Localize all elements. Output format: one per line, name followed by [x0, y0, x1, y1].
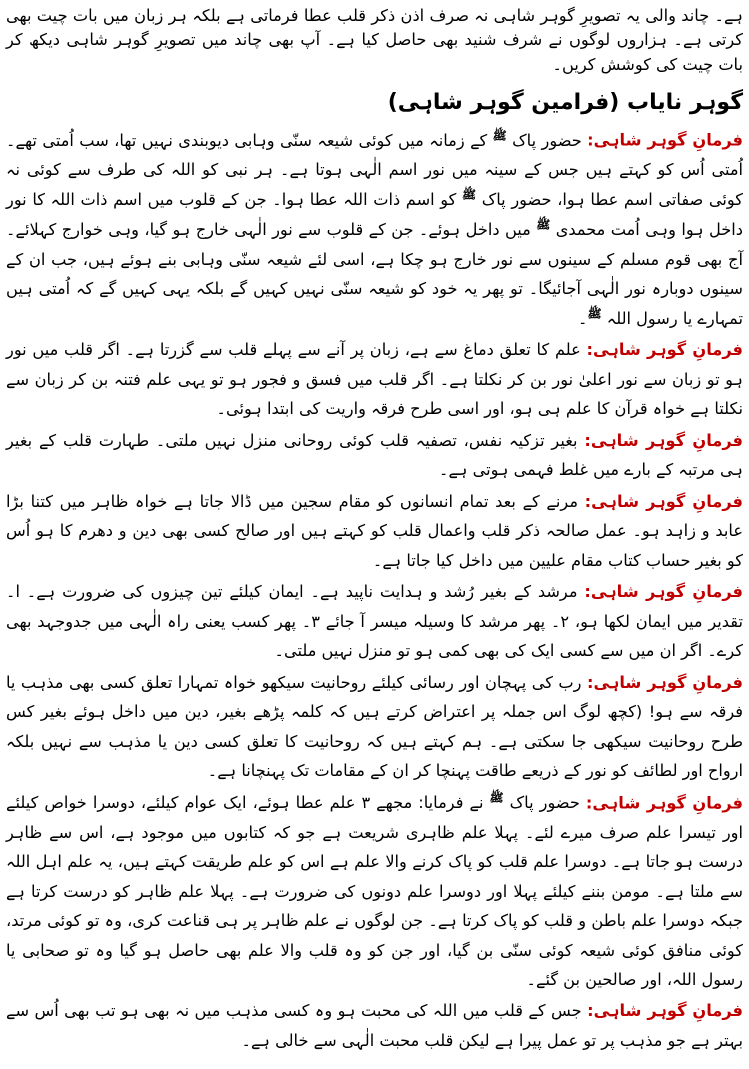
farman-paragraph-1 [6, 125, 743, 333]
salutation-glyph: ﷺ [587, 306, 602, 321]
salutation-glyph: ﷺ [462, 187, 477, 202]
farman-text: علم کا تعلق دماغ سے ہے، زبان پر آنے سے پہلے قلب سے گزرتا ہے۔ اگر قلب میں نور ہو تو زبان سے نور اعلیٰ نور بن کر نکلتا ہے۔ اگر قلب میں فسق و فجور ہو تو یہی علم فتنہ بن کر زبان سے نکلتا ہے خواہ قرآن کا علم ہی ہو، اور اسی طرح فرقہ واریت کی ابتدا ہوئی۔ [6, 340, 743, 419]
farman-paragraph-2 [6, 335, 743, 423]
farman-text: مرنے کے بعد تمام انسانوں کو مقام سجین میں ڈالا جاتا ہے خواہ ظاہر میں کتنا بڑا عابد و زاہد ہو۔ عمل صالحہ ذکر قلب واعمال قلب کو کہتے ہیں اور صالح کسی بھی دین و دھرم کا ہو اُس کو بغیر حساب کتاب مقام علیین میں داخل کیا جاتا ہے۔ [6, 491, 743, 570]
farman-label: فرمانِ گوہر شاہی: [586, 340, 743, 360]
section-heading: گوہر نایاب (فرامین گوہر شاہی) [387, 89, 743, 115]
farman-label: فرمانِ گوہر شاہی: [584, 430, 743, 450]
farman-text: مرشد کے بغیر رُشد و ہدایت ناپید ہے۔ ایمان کیلئے تین چیزوں کی ضرورت ہے۔ ا۔ تقدیر میں ایمان لکھا ہو، ۲۔ پھر مرشد کا وسیلہ میسر آ جائے ۳۔ پھر کسب یعنی راہ الٰہی میں جدوجہد بھی کرے۔ اگر ان میں سے کسی ایک کی بھی کمی ہو تو منزل نہیں ملتی۔ [6, 582, 743, 661]
farman-paragraph-5 [6, 577, 743, 665]
salutation-glyph: ﷺ [489, 790, 504, 805]
farman-label: فرمانِ گوہر شاہی: [586, 672, 743, 692]
farman-label: فرمانِ گوہر شاہی: [585, 793, 743, 813]
farman-paragraph-4 [6, 487, 743, 575]
farman-text: بغیر تزکیہ نفس، تصفیہ قلب کوئی روحانی منزل نہیں ملتی۔ طہارت قلب کے بغیر ہی مرتبہ کے بارے میں غلط فہمی ہوتی ہے۔ [6, 430, 743, 480]
salutation-glyph: ﷺ [492, 128, 507, 143]
farman-label: فرمانِ گوہر شاہی: [587, 1001, 744, 1021]
farman-text: حضور پاک $^ﷺ$ نے فرمایا: مجھے ۳ علم عطا ہوئے، ایک عوام کیلئے، دوسرا خواص کیلئے اور تیسرا علم صرف میرے لئے۔ پہلا علم ظاہری شریعت ہے جو کہ کتابوں میں موجود ہے، اس سے ظاہر درست ہو جاتا ہے۔ دوسرا علم قلب کو پاک کرنے والا علم ہے اس کو علم طریقت کہتے ہیں، یہ علم اہل اللہ سے ملتا ہے۔ مومن بننے کیلئے پہلا اور دوسرا علم دونوں کی ضرورت ہے۔ پہلا علم ظاہر کو درست کرتا ہے جبکہ دوسرا علم باطن و قلب کو پاک کرتا ہے۔ جن لوگوں نے علم ظاہر پر ہی قناعت کری، وہ تو کوئی مرتد، کوئی منافق کوئی شیعہ کوئی سنّی بن گیا، اور جن کو وہ قلب والا علم بھی حاصل ہو گیا وہ تو صحابی یا رسول اللہ، اور صالحین بن گئے۔ [6, 790, 743, 989]
document-page [6, 4, 743, 1057]
farman-paragraph-6 [6, 668, 743, 786]
farman-paragraph-3 [6, 426, 743, 485]
farman-label: فرمانِ گوہر شاہی: [584, 582, 743, 602]
farman-label: فرمانِ گوہر شاہی: [584, 491, 743, 511]
farman-paragraph-8 [6, 996, 743, 1055]
farman-label: فرمانِ گوہر شاہی: [587, 130, 743, 150]
farman-text: حضور پاک $^ﷺ$ کے زمانہ میں کوئی شیعہ سنّی وہابی دیوبندی نہیں تھا، سب اُمتی تھے۔ اُمتی اُس کو کہتے ہیں جس کے سینہ میں نور اسم الٰہی ہوتا ہے۔ ہر نبی کو اللہ کی طرف سے کوئی نہ کوئی صفاتی اسم عطا ہوا، حضور پاک $^ﷺ$ کو اسم ذات اللہ عطا ہوا۔ جن کے قلوب میں اسم ذات اللہ کا نور داخل ہوا وہی اُمت محمدی $^ﷺ$ میں داخل ہوئے۔ جن کے قلوب سے نور الٰہی خارج ہو گیا، وہی خوارج کہلائے۔ آج بھی قوم مسلم کے سینوں سے نور خارج ہو چکا ہے، اسی لئے شیعہ سنّی وہابی بنے ہوئے ہیں، جب ان کے سینوں دوبارہ نور الٰہی آجائیگا۔ تو پھر یہ خود کو شیعہ سنّی نہیں کہیں گے بلکہ یہی کہیں گے کہ اُمتی ہیں تمہارے یا رسول اللہ $^ﷺ$۔ [6, 128, 744, 328]
farman-text: رب کی پہچان اور رسائی کیلئے روحانیت سیکھو خواہ تمہارا تعلق کسی بھی مذہب یا فرقہ سے ہو! (کچھ لوگ اس جملہ پر اعتراض کرتے ہیں کہ کلمہ پڑھے بغیر، دین میں داخل ہوئے بغیر کس طرح روحانیت سیکھی جا سکتی ہے۔ ہم کہتے ہیں کہ روحانیت کا تعلق کسی دین یا مذہب سے نہیں بلکہ ارواح اور لطائف کو نور کے ذریعے طاقت پہنچا کر ان کے مقامات تک پہنچانا ہے۔ [6, 672, 743, 781]
salutation-glyph: ﷺ [536, 217, 551, 232]
farman-paragraph-7 [6, 788, 743, 995]
intro-text: ہے۔ چاند والی یہ تصویرِ گوہر شاہی نہ صرف اذن ذکر قلب عطا فرماتی ہے بلکہ ہر زبان میں بات چیت بھی کرتی ہے۔ ہزاروں لوگوں نے شرف شنید بھی حاصل کیا ہے۔ آپ بھی چاند میں تصویرِ گوہر شاہی دیکھ کر بات چیت کی کوشش کریں۔ [6, 6, 743, 74]
farman-text: جس کے قلب میں اللہ کی محبت ہو وہ کسی مذہب میں نہ بھی ہو تب بھی اُس سے بہتر ہے جو مذہب پر تو عمل پیرا ہے لیکن قلب محبت الٰہی سے خالی ہے۔ [6, 1001, 743, 1050]
